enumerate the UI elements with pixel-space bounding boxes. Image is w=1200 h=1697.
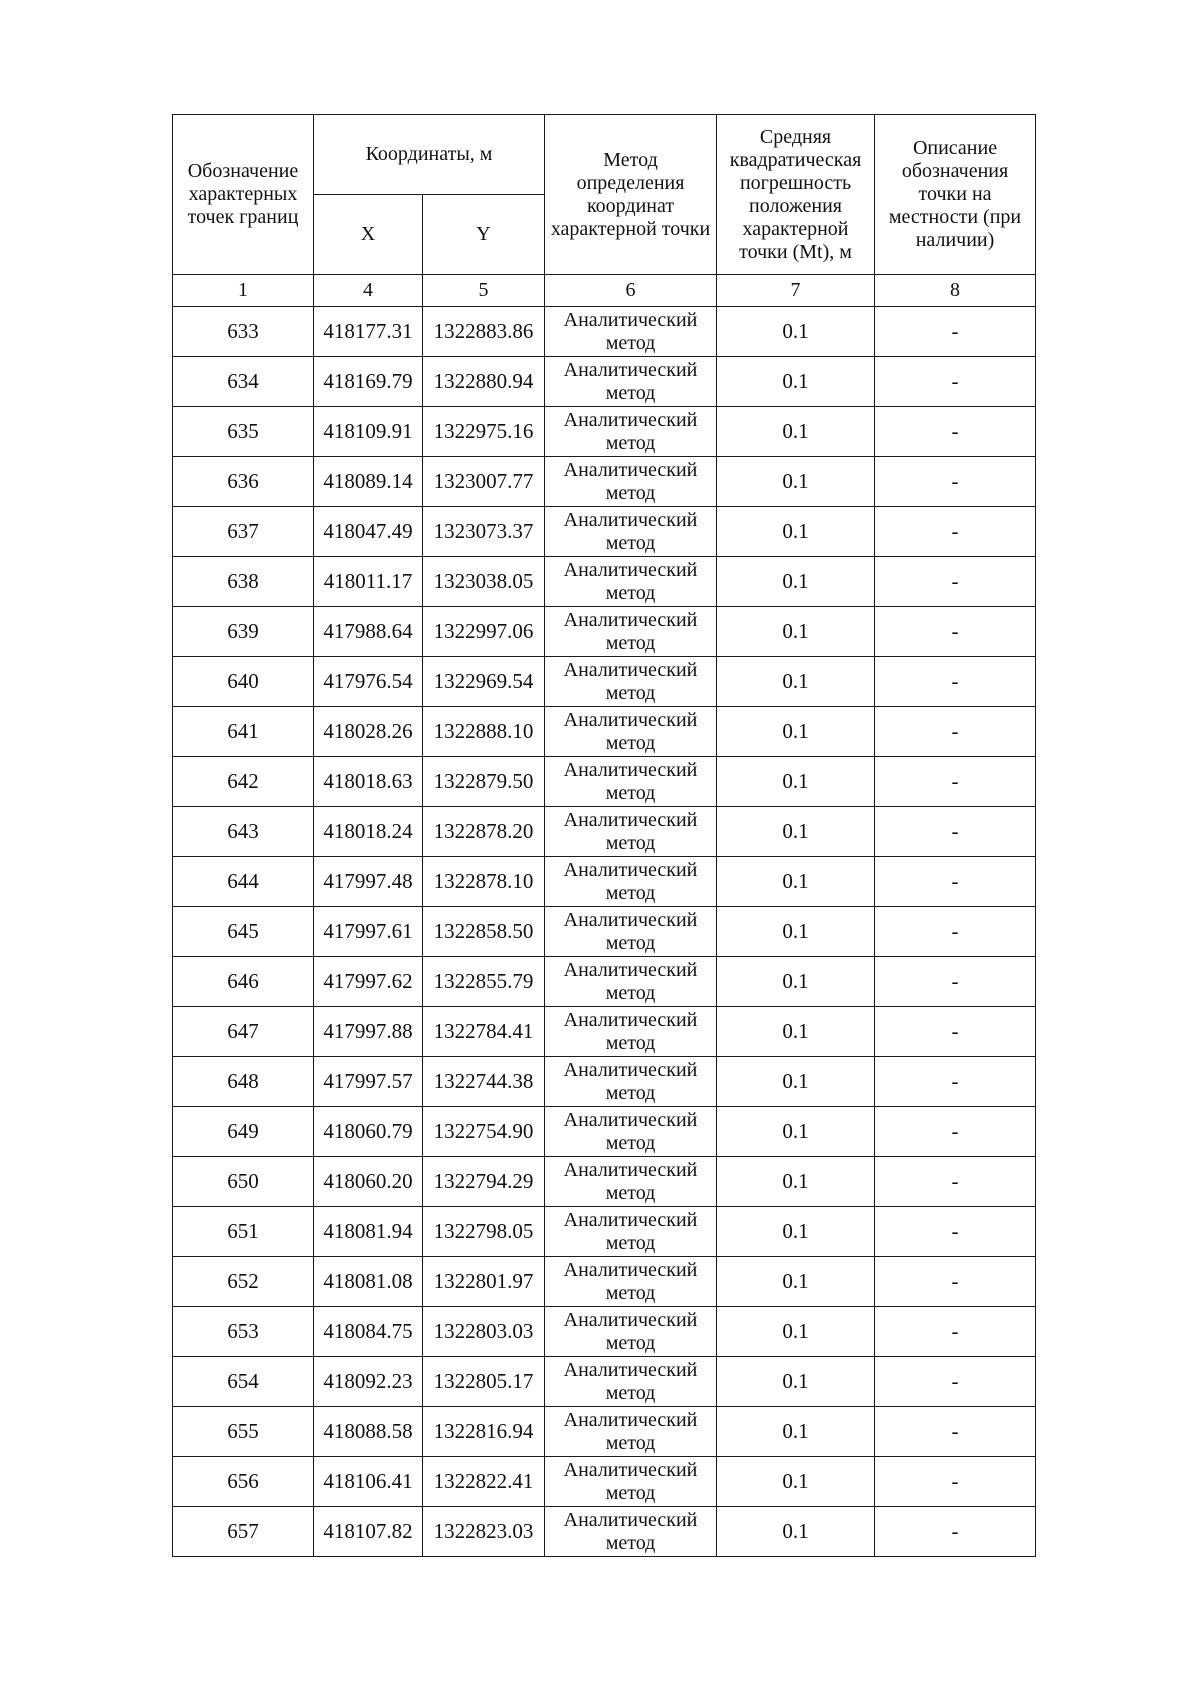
table-row (173, 707, 1036, 757)
cell-method: Аналитический метод (545, 1007, 717, 1057)
table-row (173, 907, 1036, 957)
cell-method: Аналитический метод (545, 1107, 717, 1157)
cell-x: 417997.62 (314, 957, 423, 1007)
cell-point-id: 635 (173, 407, 314, 457)
header-point-designation: Обозначение характерных точек границ (173, 115, 314, 275)
cell-error: 0.1 (717, 507, 875, 557)
cell-y: 1322794.29 (423, 1157, 545, 1207)
cell-description: - (875, 1057, 1036, 1107)
cell-description: - (875, 1457, 1036, 1507)
cell-description: - (875, 307, 1036, 357)
cell-y: 1322878.20 (423, 807, 545, 857)
cell-error: 0.1 (717, 457, 875, 507)
cell-point-id: 655 (173, 1407, 314, 1457)
cell-point-id: 633 (173, 307, 314, 357)
cell-x: 418081.94 (314, 1207, 423, 1257)
table-row (173, 407, 1036, 457)
cell-error: 0.1 (717, 857, 875, 907)
table-row (173, 607, 1036, 657)
cell-description: - (875, 657, 1036, 707)
cell-y: 1322888.10 (423, 707, 545, 757)
table-row (173, 507, 1036, 557)
table-row (173, 1007, 1036, 1057)
cell-description: - (875, 957, 1036, 1007)
cell-error: 0.1 (717, 1007, 875, 1057)
table-row (173, 957, 1036, 1007)
cell-description: - (875, 357, 1036, 407)
cell-method: Аналитический метод (545, 1357, 717, 1407)
cell-point-id: 651 (173, 1207, 314, 1257)
cell-x: 418018.63 (314, 757, 423, 807)
coordinates-table (172, 114, 1036, 1557)
cell-point-id: 642 (173, 757, 314, 807)
cell-method: Аналитический метод (545, 707, 717, 757)
cell-point-id: 645 (173, 907, 314, 957)
cell-point-id: 647 (173, 1007, 314, 1057)
cell-y: 1322878.10 (423, 857, 545, 907)
table-row (173, 757, 1036, 807)
cell-x: 417997.57 (314, 1057, 423, 1107)
column-number: 7 (717, 275, 875, 307)
cell-point-id: 653 (173, 1307, 314, 1357)
cell-error: 0.1 (717, 1507, 875, 1557)
cell-description: - (875, 707, 1036, 757)
cell-point-id: 649 (173, 1107, 314, 1157)
table-row (173, 1157, 1036, 1207)
table-row (173, 1257, 1036, 1307)
cell-description: - (875, 1257, 1036, 1307)
cell-point-id: 640 (173, 657, 314, 707)
cell-x: 417997.61 (314, 907, 423, 957)
cell-error: 0.1 (717, 1307, 875, 1357)
cell-error: 0.1 (717, 907, 875, 957)
cell-y: 1322803.03 (423, 1307, 545, 1357)
cell-description: - (875, 807, 1036, 857)
cell-x: 418169.79 (314, 357, 423, 407)
cell-y: 1322858.50 (423, 907, 545, 957)
table-row (173, 657, 1036, 707)
table-row (173, 557, 1036, 607)
cell-x: 418109.91 (314, 407, 423, 457)
cell-y: 1322855.79 (423, 957, 545, 1007)
table-row (173, 1057, 1036, 1107)
cell-error: 0.1 (717, 1107, 875, 1157)
table-body (173, 307, 1036, 1557)
header-x: X (314, 195, 423, 275)
column-number: 8 (875, 275, 1036, 307)
header-error: Средняя квадратическая погрешность положения характерной точки (Mt), м (717, 115, 875, 275)
cell-error: 0.1 (717, 1257, 875, 1307)
cell-method: Аналитический метод (545, 1307, 717, 1357)
table-row (173, 1407, 1036, 1457)
cell-error: 0.1 (717, 407, 875, 457)
cell-description: - (875, 407, 1036, 457)
cell-method: Аналитический метод (545, 657, 717, 707)
cell-y: 1322805.17 (423, 1357, 545, 1407)
cell-error: 0.1 (717, 957, 875, 1007)
cell-x: 417988.64 (314, 607, 423, 657)
column-number: 1 (173, 275, 314, 307)
cell-x: 417976.54 (314, 657, 423, 707)
cell-point-id: 641 (173, 707, 314, 757)
cell-error: 0.1 (717, 1357, 875, 1407)
cell-x: 418084.75 (314, 1307, 423, 1357)
cell-x: 418060.20 (314, 1157, 423, 1207)
cell-y: 1322879.50 (423, 757, 545, 807)
cell-error: 0.1 (717, 357, 875, 407)
cell-point-id: 637 (173, 507, 314, 557)
cell-y: 1323073.37 (423, 507, 545, 557)
cell-y: 1322784.41 (423, 1007, 545, 1057)
cell-point-id: 636 (173, 457, 314, 507)
cell-point-id: 646 (173, 957, 314, 1007)
cell-error: 0.1 (717, 657, 875, 707)
cell-y: 1322754.90 (423, 1107, 545, 1157)
cell-x: 418081.08 (314, 1257, 423, 1307)
cell-x: 418089.14 (314, 457, 423, 507)
cell-error: 0.1 (717, 607, 875, 657)
cell-method: Аналитический метод (545, 957, 717, 1007)
cell-x: 418047.49 (314, 507, 423, 557)
cell-point-id: 657 (173, 1507, 314, 1557)
cell-description: - (875, 557, 1036, 607)
cell-x: 418106.41 (314, 1457, 423, 1507)
cell-y: 1322883.86 (423, 307, 545, 357)
table-row (173, 857, 1036, 907)
table-row (173, 1357, 1036, 1407)
header-coordinates: Координаты, м (314, 115, 545, 195)
cell-description: - (875, 907, 1036, 957)
cell-point-id: 638 (173, 557, 314, 607)
cell-x: 418092.23 (314, 1357, 423, 1407)
cell-method: Аналитический метод (545, 1407, 717, 1457)
table-row (173, 1457, 1036, 1507)
cell-point-id: 648 (173, 1057, 314, 1107)
cell-description: - (875, 1407, 1036, 1457)
table-row (173, 1107, 1036, 1157)
cell-y: 1322975.16 (423, 407, 545, 457)
header-description: Описание обозначения точки на местности (при наличии) (875, 115, 1036, 275)
cell-method: Аналитический метод (545, 1457, 717, 1507)
cell-y: 1322880.94 (423, 357, 545, 407)
cell-method: Аналитический метод (545, 507, 717, 557)
cell-method: Аналитический метод (545, 807, 717, 857)
cell-error: 0.1 (717, 557, 875, 607)
cell-x: 418018.24 (314, 807, 423, 857)
cell-method: Аналитический метод (545, 607, 717, 657)
cell-point-id: 656 (173, 1457, 314, 1507)
cell-x: 418028.26 (314, 707, 423, 757)
cell-x: 417997.48 (314, 857, 423, 907)
cell-error: 0.1 (717, 707, 875, 757)
cell-description: - (875, 1307, 1036, 1357)
cell-point-id: 654 (173, 1357, 314, 1407)
table-row (173, 1507, 1036, 1557)
cell-y: 1322997.06 (423, 607, 545, 657)
cell-y: 1322822.41 (423, 1457, 545, 1507)
table-row (173, 307, 1036, 357)
cell-description: - (875, 1107, 1036, 1157)
cell-method: Аналитический метод (545, 857, 717, 907)
table-row (173, 457, 1036, 507)
cell-y: 1322744.38 (423, 1057, 545, 1107)
cell-method: Аналитический метод (545, 1507, 717, 1557)
cell-method: Аналитический метод (545, 357, 717, 407)
cell-x: 417997.88 (314, 1007, 423, 1057)
cell-description: - (875, 507, 1036, 557)
column-number: 6 (545, 275, 717, 307)
cell-point-id: 634 (173, 357, 314, 407)
column-numbers-row (173, 275, 1036, 307)
cell-description: - (875, 607, 1036, 657)
cell-y: 1323007.77 (423, 457, 545, 507)
cell-x: 418011.17 (314, 557, 423, 607)
table-row (173, 1207, 1036, 1257)
cell-method: Аналитический метод (545, 1157, 717, 1207)
cell-description: - (875, 1357, 1036, 1407)
cell-method: Аналитический метод (545, 307, 717, 357)
cell-point-id: 650 (173, 1157, 314, 1207)
cell-x: 418107.82 (314, 1507, 423, 1557)
cell-error: 0.1 (717, 307, 875, 357)
cell-x: 418177.31 (314, 307, 423, 357)
cell-y: 1322823.03 (423, 1507, 545, 1557)
cell-description: - (875, 857, 1036, 907)
header-y: Y (423, 195, 545, 275)
cell-description: - (875, 1207, 1036, 1257)
cell-method: Аналитический метод (545, 1257, 717, 1307)
column-number: 5 (423, 275, 545, 307)
cell-description: - (875, 457, 1036, 507)
cell-error: 0.1 (717, 1457, 875, 1507)
table-row (173, 1307, 1036, 1357)
cell-method: Аналитический метод (545, 457, 717, 507)
cell-y: 1322969.54 (423, 657, 545, 707)
cell-x: 418088.58 (314, 1407, 423, 1457)
cell-y: 1323038.05 (423, 557, 545, 607)
table-row (173, 357, 1036, 407)
cell-y: 1322798.05 (423, 1207, 545, 1257)
cell-method: Аналитический метод (545, 557, 717, 607)
cell-x: 418060.79 (314, 1107, 423, 1157)
cell-point-id: 643 (173, 807, 314, 857)
cell-description: - (875, 1157, 1036, 1207)
cell-y: 1322801.97 (423, 1257, 545, 1307)
cell-method: Аналитический метод (545, 757, 717, 807)
cell-error: 0.1 (717, 1057, 875, 1107)
cell-point-id: 652 (173, 1257, 314, 1307)
cell-method: Аналитический метод (545, 1207, 717, 1257)
cell-error: 0.1 (717, 1157, 875, 1207)
cell-error: 0.1 (717, 757, 875, 807)
header-method: Метод определения координат характерной точки (545, 115, 717, 275)
table-row (173, 807, 1036, 857)
cell-description: - (875, 757, 1036, 807)
cell-point-id: 644 (173, 857, 314, 907)
cell-method: Аналитический метод (545, 907, 717, 957)
cell-description: - (875, 1507, 1036, 1557)
cell-method: Аналитический метод (545, 1057, 717, 1107)
cell-point-id: 639 (173, 607, 314, 657)
cell-method: Аналитический метод (545, 407, 717, 457)
cell-error: 0.1 (717, 807, 875, 857)
cell-description: - (875, 1007, 1036, 1057)
cell-error: 0.1 (717, 1407, 875, 1457)
cell-error: 0.1 (717, 1207, 875, 1257)
column-number: 4 (314, 275, 423, 307)
cell-y: 1322816.94 (423, 1407, 545, 1457)
